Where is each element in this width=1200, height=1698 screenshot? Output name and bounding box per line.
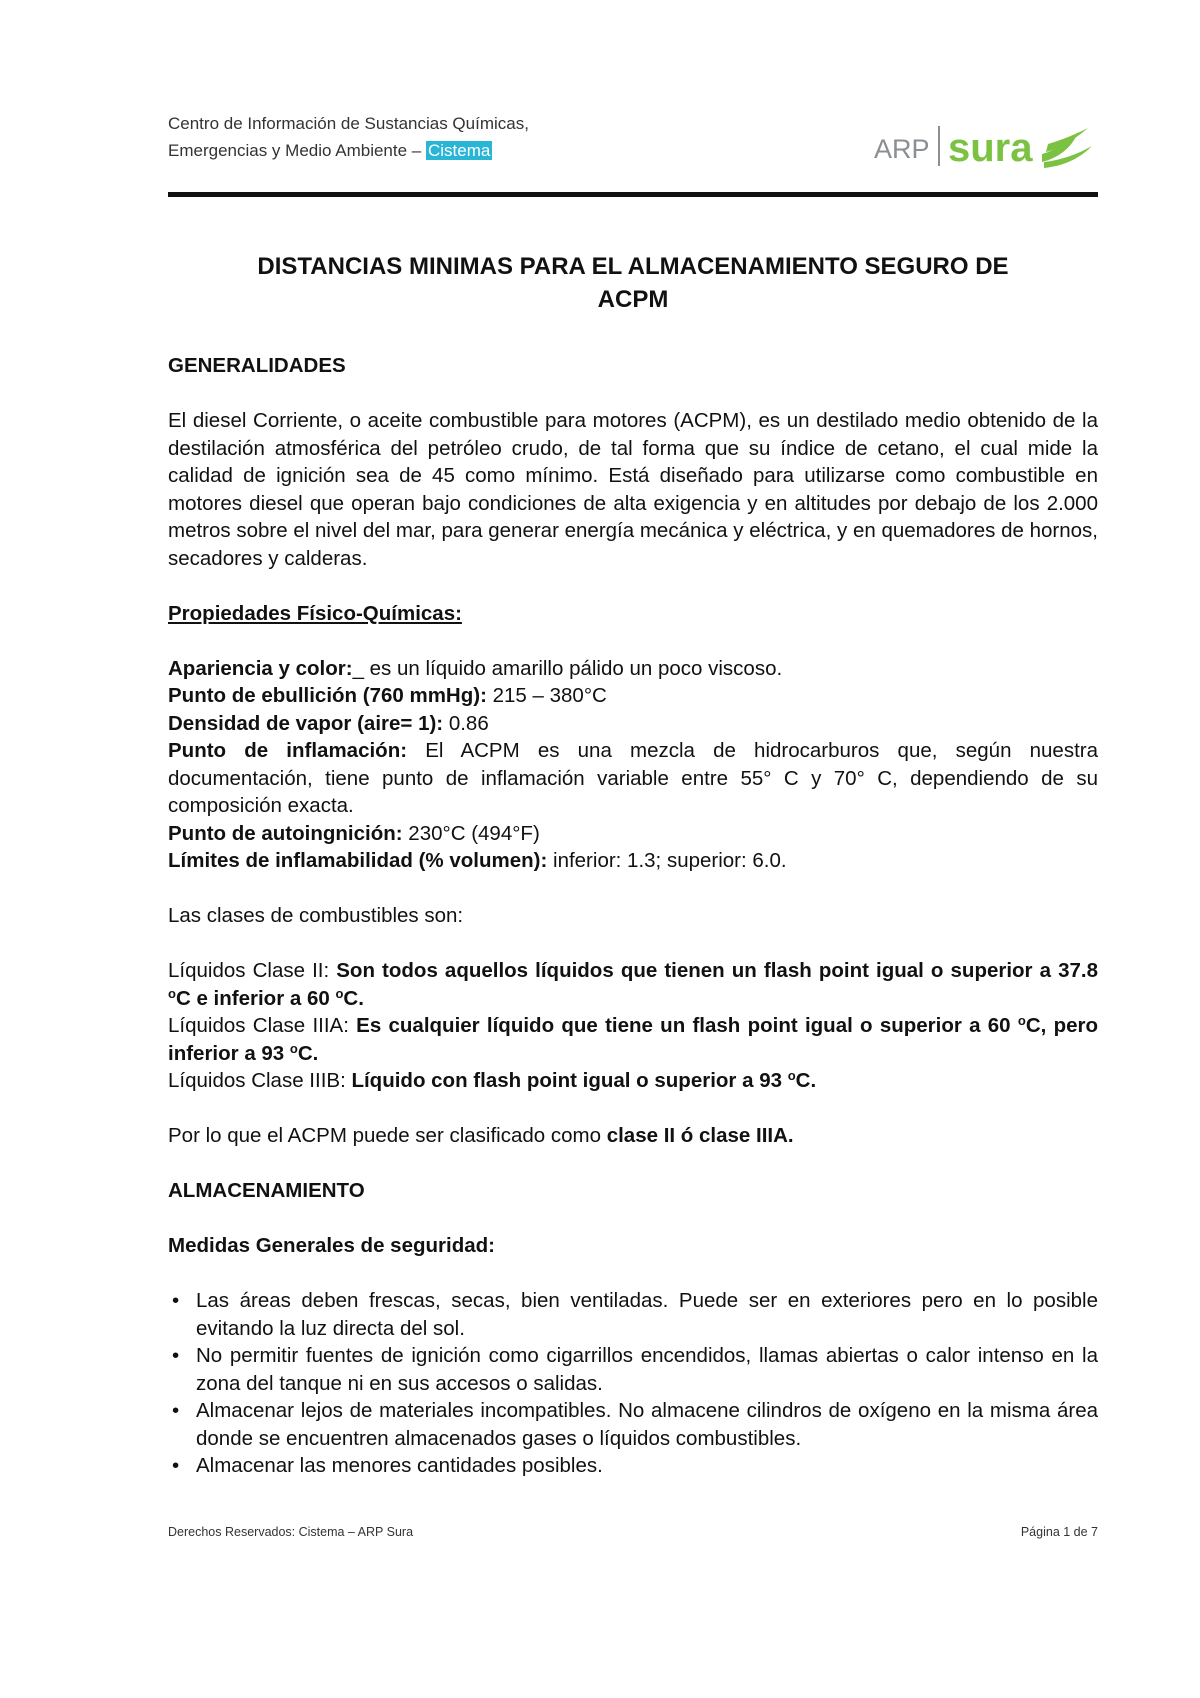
prop-label: Punto de ebullición (760 mmHg):	[168, 684, 487, 707]
prop-label: Punto de autoingnición:	[168, 821, 403, 845]
degree-mark: o	[168, 985, 176, 1001]
list-item: • No permitir fuentes de ignición como cigarrillos encendidos, llamas abiertas o calor intenso en la zona del tanque ni en sus accesos o salidas.	[168, 1342, 1098, 1397]
degree-mark: o	[787, 1068, 796, 1083]
document-title	[168, 250, 1098, 316]
generalidades-paragraph: El diesel Corriente, o aceite combustible para motores (ACPM), es un destilado medio obtenido de la destilación atmosférica del petróleo crudo, de tal forma que su índice de cetano, el cual mide la calidad de ignición sea de 45 como mínimo. Está diseñado para utilizarse como combustible en motores diesel que operan bajo condiciones de alta exigencia y en altitudes por debajo de los 2.000 metros sobre el nivel del mar, para generar energía mecánica y eléctrica, y en quemadores de hornos, secadores y calderas.	[168, 409, 1098, 570]
propiedades-list	[168, 655, 1098, 875]
clase-desc-end: C.	[343, 986, 364, 1010]
logo-divider	[938, 126, 940, 166]
prop-ebullicion	[168, 682, 1098, 710]
clase-ii	[168, 957, 1098, 1012]
clase-desc: C, pero inferior a 93	[168, 1014, 1099, 1065]
clase-name: Líquidos Clase II:	[168, 959, 330, 982]
header-line-2	[168, 137, 529, 164]
footer-copyright: Derechos Reservados: Cistema – ARP Sura	[168, 1525, 414, 1539]
conclusion-bold: clase II ó clase IIIA.	[606, 1124, 794, 1147]
prop-value: 215 – 380°C	[486, 684, 607, 707]
clase-desc: C e inferior a 60	[175, 986, 336, 1010]
clase-desc-end: C.	[795, 1069, 817, 1092]
prop-densidad	[168, 710, 1098, 738]
logo-arp-text: ARP	[874, 134, 930, 164]
clases-conclusion	[168, 1122, 1098, 1150]
medidas-list	[168, 1287, 1098, 1480]
header-text	[168, 110, 529, 164]
prop-inflamacion	[168, 737, 1098, 820]
degree-mark: o	[1017, 1013, 1026, 1028]
prop-limites	[168, 847, 1098, 875]
prop-value: 0.86	[443, 711, 489, 735]
clases-intro: Las clases de combustibles son:	[168, 904, 464, 927]
prop-value: _ es un líquido amarillo pálido un poco viscoso.	[352, 656, 783, 680]
prop-autoignicion	[168, 820, 1098, 848]
prop-value: inferior: 1.3; superior: 6.0.	[547, 849, 787, 872]
clase-desc: Es cualquier líquido que tiene un flash point igual o superior a 60	[348, 1014, 1018, 1037]
clase-name: Líquidos Clase IIIB:	[168, 1069, 346, 1092]
generalidades-heading: GENERALIDADES	[168, 354, 346, 377]
prop-label: Punto de inflamación:	[168, 739, 408, 762]
page-footer	[168, 1525, 1098, 1539]
prop-value: El ACPM es una mezcla de hidrocarburos que, según nuestra documentación, tiene punto de inflamación variable entre 55° C y 70° C, dependiendo de su composición exacta.	[168, 739, 1098, 817]
logo-wing-icon	[1042, 128, 1092, 168]
degree-mark: o	[335, 985, 344, 1001]
propiedades-heading: Propiedades Físico-Químicas:	[168, 601, 462, 625]
almacenamiento-heading: ALMACENAMIENTO	[168, 1179, 365, 1202]
clase-desc: Son todos aquellos líquidos que tienen un flash point igual o superior a 37.8	[329, 959, 1098, 982]
list-item: • Almacenar las menores cantidades posibles.	[168, 1452, 1098, 1480]
prop-value: 230°C (494°F)	[402, 821, 540, 845]
list-item: • Las áreas deben frescas, secas, bien ventiladas. Puede ser en exteriores pero en lo posible evitando la luz directa del sol.	[168, 1287, 1098, 1342]
title-line-1: DISTANCIAS MINIMAS PARA EL ALMACENAMIENTO SEGURO DE	[257, 253, 1009, 280]
clase-iiia	[168, 1012, 1098, 1067]
degree-mark: o	[289, 1040, 298, 1056]
clases-list	[168, 957, 1098, 1095]
cistema-highlight: Cistema	[427, 141, 491, 160]
clase-name: Líquidos Clase IIIA:	[168, 1014, 349, 1037]
clase-iiib	[168, 1067, 1098, 1095]
medidas-heading: Medidas Generales de seguridad:	[168, 1234, 495, 1257]
clase-desc: Líquido con flash point igual o superior a 93	[345, 1069, 788, 1092]
arp-sura-logo	[866, 118, 1096, 176]
conclusion-text: Por lo que el ACPM puede ser clasificado como	[168, 1124, 607, 1147]
title-line-2: ACPM	[597, 286, 669, 313]
logo-sura-text: sura	[948, 126, 1033, 170]
page-number: Página 1 de 7	[1020, 1525, 1098, 1539]
document-body	[168, 352, 1098, 1480]
clase-desc-end: C.	[297, 1041, 319, 1065]
prop-apariencia	[168, 655, 1098, 683]
header-line-1: Centro de Información de Sustancias Químicas,	[168, 114, 529, 133]
prop-label: Apariencia y color:	[168, 656, 353, 680]
prop-label: Límites de inflamabilidad (% volumen):	[168, 849, 548, 872]
list-item: • Almacenar lejos de materiales incompatibles. No almacene cilindros de oxígeno en la misma área donde se encuentren almacenados gases o líquidos combustibles.	[168, 1397, 1098, 1452]
prop-label: Densidad de vapor (aire= 1):	[168, 711, 444, 735]
header-line-2-prefix: Emergencias y Medio Ambiente –	[168, 141, 426, 160]
header-rule	[168, 192, 1098, 197]
